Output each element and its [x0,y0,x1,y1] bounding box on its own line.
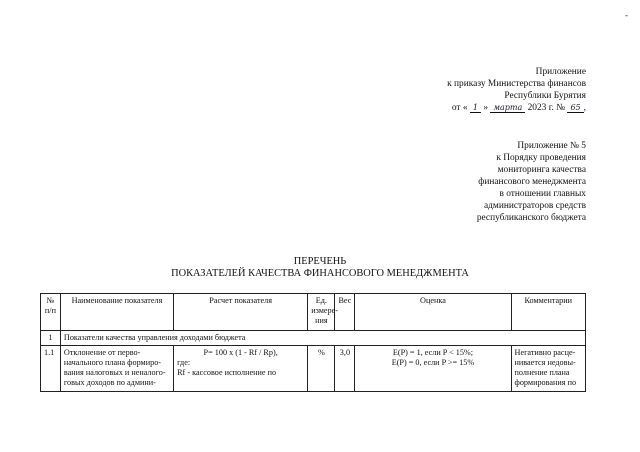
appendix-5-line: в отношении главных [499,189,586,199]
appendix-5-line: мониторинга качества [497,165,586,175]
title-line-1: ПЕРЕЧЕНЬ [293,256,347,267]
row-number: 1.1 [41,346,61,392]
indicators-table [40,293,586,392]
appendix-5-line: республиканского бюджета [476,213,586,223]
row-evaluation: E(P) = 1, если P < 15%; E(P) = 0, если P >= 15% [355,346,511,392]
row-weight: 3,0 [335,346,355,392]
title-line-2: ПОКАЗАТЕЛЕЙ КАЧЕСТВА ФИНАНСОВОГО МЕНЕДЖМЕНТА [171,268,469,279]
handwritten-day: 1 [470,103,481,113]
section-title: Показатели качества управления доходами бюджета [60,331,585,346]
header-cell-name: Наименование показателя [60,294,173,331]
order-annex-block [447,66,586,114]
appendix-5-block [477,140,586,224]
table-row [41,346,586,392]
document-title [0,256,640,280]
row-calculation: P= 100 x (1 - Rf / Rp), где: Rf - кассовое исполнение по [174,346,308,392]
appendix-5-line: финансового менеджмента [478,177,586,187]
handwritten-month: марта [490,103,525,113]
handwritten-order-number: 65 [567,103,583,113]
annex-date-line: от « 1 » марта 2023 г. № 65 , [451,103,586,113]
row-name: Отклонение от перво- начального плана формиро- вания налоговых и неналого- говых доходов по админи- [60,346,173,392]
header-cell-unit: Ед. измере- ния [308,294,335,331]
appendix-5-line: Приложение № 5 [517,141,586,151]
header-cell-evaluation: Оценка [355,294,511,331]
appendix-5-line: администраторов средств [483,201,586,211]
header-cell-calculation: Расчет показателя [174,294,308,331]
header-cell-number: № п/п [41,294,61,331]
header-cell-weight: Вес [335,294,355,331]
annex-line-1: к приказу Министерства финансов [447,79,586,89]
annex-line-2: Республики Бурятия [504,91,586,101]
row-comments: Негативно расце- нивается недовы- полнение плана формирования по [511,346,585,392]
appendix-5-line: к Порядку проведения [496,153,586,163]
section-number: 1 [41,331,61,346]
header-cell-comments: Комментарии [511,294,585,331]
page-corner-mark: - [625,10,628,20]
annex-title: Приложение [535,67,586,77]
row-unit: % [308,346,335,392]
table-header-row [41,294,586,331]
section-row [41,331,586,346]
